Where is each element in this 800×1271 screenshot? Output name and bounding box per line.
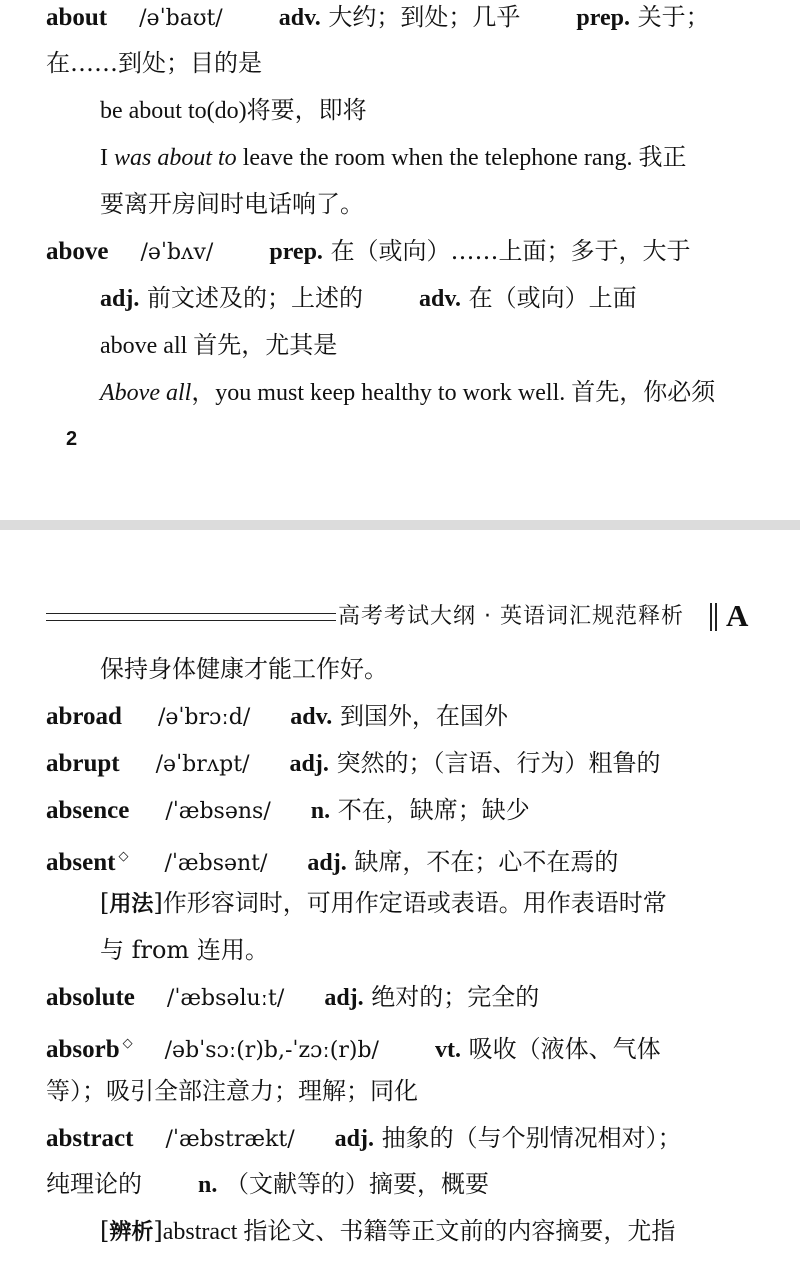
- def-absence: 不在，缺席；缺少: [337, 796, 530, 824]
- pos-adv: adv.: [290, 704, 333, 730]
- phonetic-absorb: /əbˈsɔː(r)b,-ˈzɔː(r)b/: [164, 1038, 379, 1063]
- phonetic-absolute: /ˈæbsəluːt/: [166, 986, 285, 1011]
- phrase-text: be about to(do)将要，即将: [100, 98, 367, 124]
- def-abstract-n: （文献等的）摘要，概要: [225, 1170, 489, 1198]
- pos-adj: adj.: [324, 985, 364, 1011]
- def-abroad: 到国外，在国外: [339, 702, 508, 730]
- example-about-cont: [100, 189, 752, 219]
- example-italic: was about to: [114, 145, 237, 171]
- continued-translation: 保持身体健康才能工作好。: [100, 655, 388, 683]
- usage-absent-cont: [100, 935, 752, 965]
- page-number: 2: [66, 428, 78, 450]
- headword-above: above: [46, 238, 109, 265]
- def-abrupt: 突然的；（言语、行为）粗鲁的: [336, 749, 661, 777]
- example-pre: I: [100, 145, 114, 171]
- entry-above-line1: [46, 236, 752, 268]
- def-above-adj: 前文述及的；上述的: [146, 284, 363, 312]
- example-translation: 要离开房间时电话响了。: [100, 190, 364, 218]
- def-about-prep-cont: 在……到处；目的是: [46, 49, 262, 77]
- def-absorb-cont: 等）；吸引全部注意力；理解；同化: [46, 1077, 418, 1105]
- entry-abroad: [46, 701, 752, 733]
- headword-abstract: abstract: [46, 1125, 134, 1152]
- def-about-prep: 关于；: [637, 3, 710, 31]
- top-page: [0, 0, 800, 520]
- def-above-adv: 在（或向）上面: [468, 284, 637, 312]
- pos-adv: adv.: [418, 286, 462, 312]
- def-abstract-adj: 抽象的（与个别情况相对）；: [381, 1124, 682, 1152]
- running-head-title: 高考考试大纲 · 英语词汇规范释析: [338, 604, 684, 629]
- headword-absolute: absolute: [46, 984, 135, 1011]
- continued-text: [100, 654, 752, 684]
- headword-absorb: absorb: [46, 1036, 120, 1063]
- usage-absent: [用法]作形容词时，可用作定语或表语。用作表语时常: [100, 889, 667, 917]
- entry-absorb-cont: [46, 1076, 752, 1106]
- entry-absorb: [46, 1029, 752, 1066]
- section-letter: A: [726, 598, 749, 633]
- pos-adj: adj.: [307, 850, 347, 876]
- pos-prep: prep.: [269, 239, 323, 265]
- phonetic-abroad: /əˈbrɔːd/: [157, 705, 251, 730]
- pos-adv: adv.: [278, 5, 321, 31]
- entry-abstract: [46, 1123, 752, 1155]
- def-abstract-adj-cont: 纯理论的: [46, 1170, 142, 1198]
- pos-adj: adj.: [100, 286, 140, 312]
- pos-n: n.: [198, 1172, 218, 1198]
- page-separator: [0, 520, 800, 530]
- phonetic-abstract: /ˈæbstrækt/: [165, 1127, 295, 1152]
- diamond-mark-icon: ◇: [118, 849, 129, 864]
- headword-absent: absent: [46, 849, 116, 876]
- phrase-text: above all 首先，尤其是: [100, 333, 338, 359]
- example-about: [100, 142, 752, 173]
- analysis-text: abstract 指论文、书籍等正文前的内容摘要，尤指: [162, 1219, 676, 1245]
- entry-abrupt: [46, 748, 752, 780]
- pos-prep: prep.: [576, 5, 630, 31]
- usage-text-cont: 与 from 连用。: [100, 936, 269, 964]
- phonetic-absent: /ˈæbsənt/: [164, 851, 268, 876]
- phonetic-abrupt: /əˈbrʌpt/: [155, 752, 250, 777]
- def-absent: 缺席，不在；心不在焉的: [354, 848, 619, 876]
- entry-absent: [46, 842, 752, 879]
- entry-about-line1: [46, 2, 752, 34]
- headword-abroad: abroad: [46, 703, 122, 730]
- phrase-about: [100, 95, 752, 126]
- example-post: ，you must keep healthy to work well. 首先，你必须: [191, 380, 716, 406]
- header-rule: [46, 613, 336, 614]
- phonetic-about: /əˈbaʊt/: [139, 6, 223, 31]
- analysis-tag: 辨析: [109, 1220, 154, 1245]
- entry-abstract-cont: [46, 1169, 752, 1200]
- phonetic-absence: /ˈæbsəns/: [165, 799, 271, 824]
- header-bar: [710, 603, 712, 631]
- analysis-abstract: [辨析]abstract 指论文、书籍等正文前的内容摘要，尤指: [100, 1217, 676, 1245]
- entry-about-line2: [46, 48, 752, 78]
- headword-about: about: [46, 4, 108, 31]
- header-rule: [46, 620, 336, 621]
- headword-abrupt: abrupt: [46, 750, 120, 777]
- example-above: [100, 377, 752, 408]
- example-post: leave the room when the telephone rang. 我正: [236, 145, 687, 171]
- def-about-adv: 大约；到处；几乎: [328, 3, 521, 31]
- usage-tag: 用法: [109, 892, 154, 917]
- entry-absolute: [46, 982, 752, 1014]
- running-head: [46, 600, 752, 636]
- def-absorb: 吸收（液体、气体: [468, 1035, 661, 1063]
- def-above-prep: 在（或向）……上面；多于，大于: [330, 237, 691, 265]
- entry-above-line2: [100, 283, 752, 314]
- pos-adj: adj.: [289, 751, 329, 777]
- def-absolute: 绝对的；完全的: [371, 983, 540, 1011]
- headword-absence: absence: [46, 797, 130, 824]
- example-italic: Above all: [100, 380, 192, 406]
- pos-vt: vt.: [434, 1037, 461, 1063]
- header-bar: [715, 603, 717, 631]
- pos-n: n.: [310, 798, 331, 824]
- diamond-mark-icon: ◇: [122, 1036, 133, 1051]
- pos-adj: adj.: [334, 1126, 374, 1152]
- phrase-above: [100, 330, 752, 361]
- usage-text: 作形容词时，可用作定语或表语。用作表语时常: [162, 889, 667, 917]
- phonetic-above: /əˈbʌv/: [140, 240, 214, 265]
- entry-absence: [46, 795, 752, 827]
